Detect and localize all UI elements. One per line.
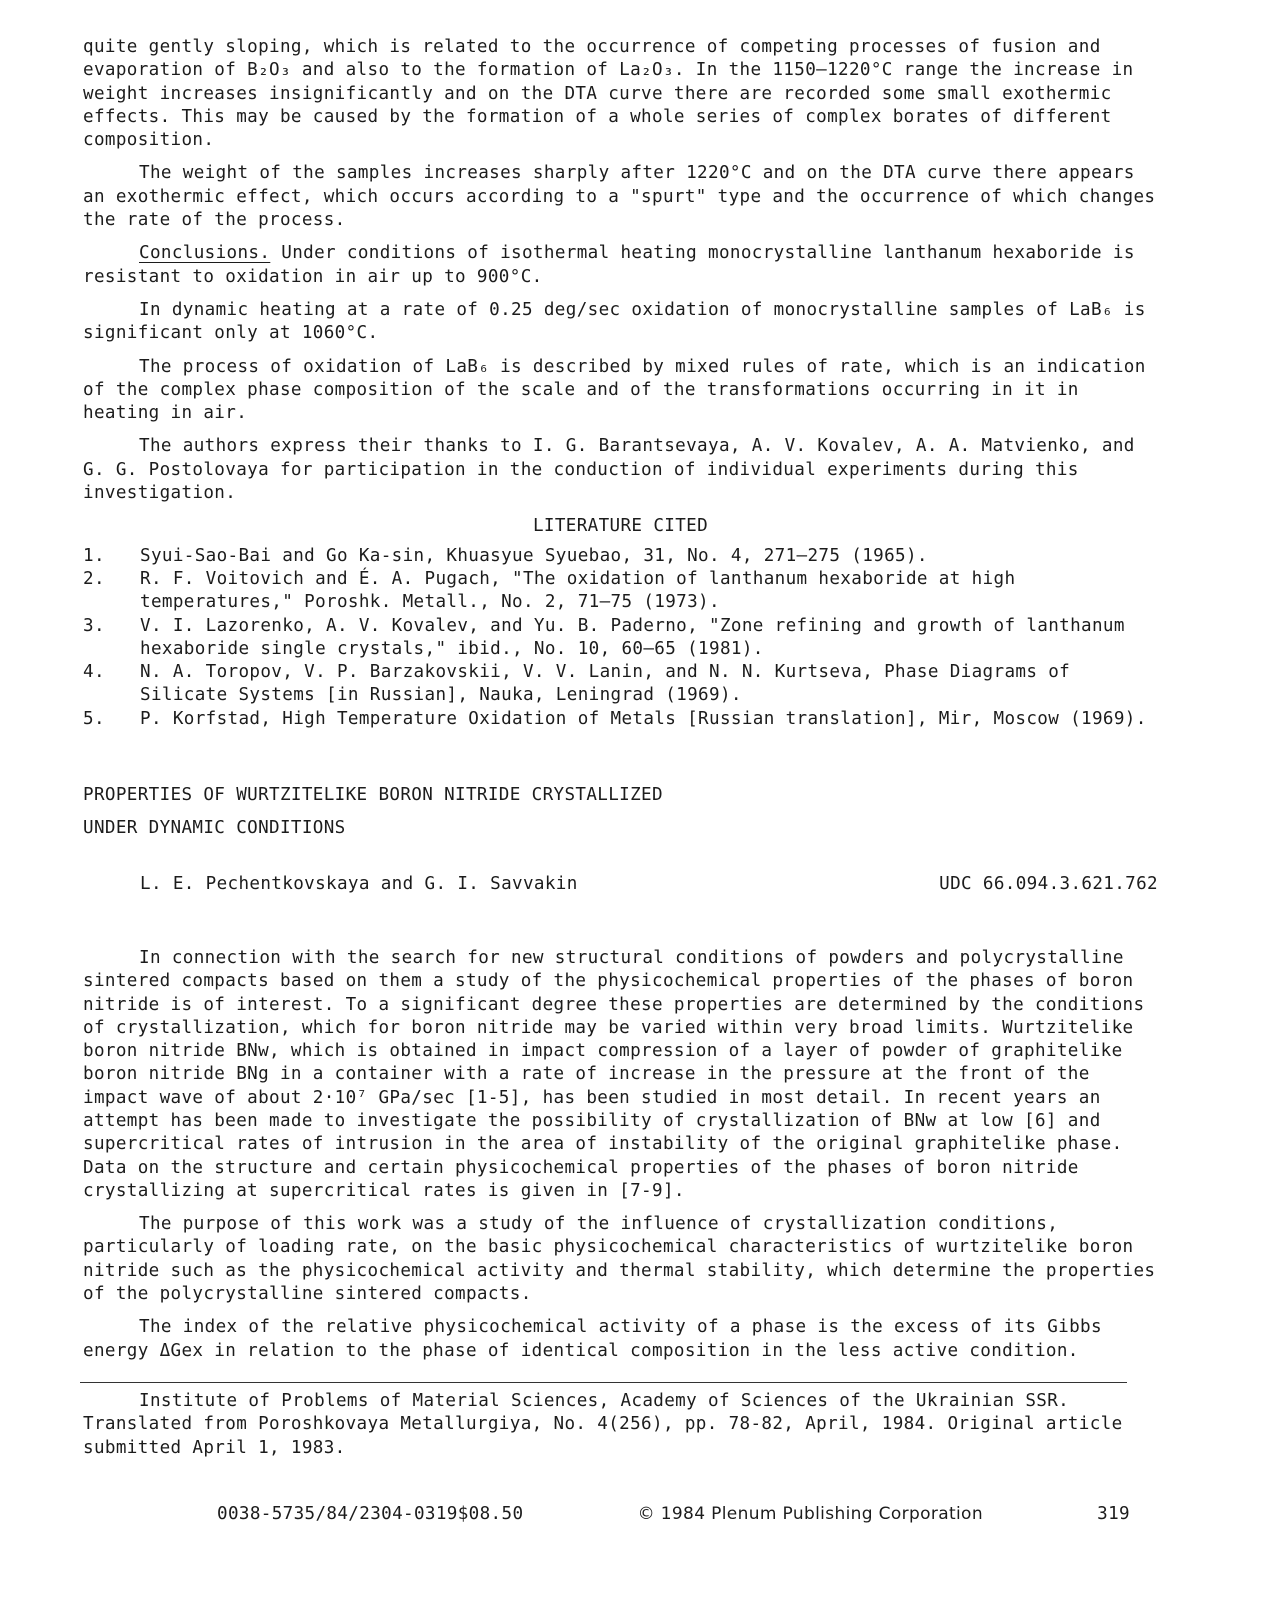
literature-heading: LITERATURE CITED [532, 516, 709, 537]
article-title-line-2: UNDER DYNAMIC CONDITIONS [83, 818, 346, 839]
paragraph: In connection with the search for new structural conditions of powders and polycrystalline sintered compacts based on them a study of the physicochemical properties of the phases of boron nitride is of interest. To a significant degree these properties are determined by the conditions of crystallization, which for boron nitride may be varied within very broad limits. Wurtzitelike boron nitride BNw, which is obtained in impact compression of a layer of powder of graphitelike boron nitride BNg in a container with a rate of increase in the pressure at the front of the impact wave of about 2·10⁷ GPa/sec [1-5], has been studied in most detail. In recent years an attempt has been made to investigate the possibility of crystallization of BNw at low [6] and supercritical rates of intrusion in the area of instability of the original graphitelike phase. Data on the structure and certain physicochemical properties of the phases of boron nitride crystallizing at supercritical rates is given in [7-9]. [83, 947, 1145, 1201]
article-title-line-1: PROPERTIES OF WURTZITELIKE BORON NITRIDE CRYSTALLIZED [83, 785, 663, 806]
conclusions-text: Under conditions of isothermal heating monocrystalline lanthanum hexaboride is resistant to oxidation in air up to 900°C. [83, 243, 1135, 287]
reference-number: 1. [83, 545, 105, 566]
reference-item [83, 568, 1158, 615]
reference-text: Syui-Sao-Bai and Go Ka-sin, Khuasyue Syuebao, 31, No. 4, 271–275 (1965). [140, 545, 928, 566]
reference-item [83, 545, 1158, 568]
journal-code: 0038-5735/84/2304-0319$08.50 [217, 1504, 524, 1524]
paragraph: The weight of the samples increases sharply after 1220°C and on the DTA curve there appears an exothermic effect, which occurs according to a "spurt" type and the occurrence of which changes the rate of the process. [83, 163, 1156, 231]
reference-text: P. Korfstad, High Temperature Oxidation of Metals [Russian translation], Mir, Moscow (1969). [140, 708, 1147, 729]
conclusions-label: Conclusions. [139, 243, 271, 264]
page [83, 36, 1158, 1460]
paragraph: The index of the relative physicochemical activity of a phase is the excess of its Gibbs energy ΔGex in relation to the phase of identical composition in the less active condition. [83, 1317, 1102, 1361]
paragraph: In dynamic heating at a rate of 0.25 deg/sec oxidation of monocrystalline samples of LaB₆ is significant only at 1060°C. [83, 299, 1146, 344]
paragraph: The process of oxidation of LaB₆ is described by mixed rules of rate, which is an indication of the complex phase composition of the scale and of the transformations occurring in it in heating in air. [83, 356, 1146, 424]
reference-item [83, 615, 1158, 662]
paragraph: quite gently sloping, which is related to the occurrence of competing processes of fusion and evaporation of B₂O₃ and also to the formation of La₂O₃. In the 1150–1220°C range the increase in weight increases insignificantly and on the DTA curve there are recorded some small exothermic effects. This may be caused by the formation of a whole series of complex borates of different composition. [83, 37, 1134, 151]
udc-code: UDC 66.094.3.621.762 [939, 873, 1158, 894]
reference-list [83, 545, 1158, 731]
reference-text: R. F. Voitovich and É. A. Pugach, "The oxidation of lanthanum hexaboride at high temperatures," Poroshk. Metall., No. 2, 71–75 (1973). [140, 568, 1016, 613]
affiliation-footnote [83, 1390, 1158, 1460]
byline [83, 873, 1158, 896]
page-footer [217, 1503, 1130, 1526]
acknowledgements: The authors express their thanks to I. G. Barantsevaya, A. V. Kovalev, A. A. Matvienko, and G. G. Postolovaya for participation in the conduction of individual experiments during this investigation. [83, 436, 1135, 504]
reference-number: 5. [83, 708, 105, 729]
affiliation-line: Institute of Problems of Material Sciences, Academy of Sciences of the Ukrainian SSR. [139, 1390, 1070, 1411]
footnote-divider [80, 1382, 1127, 1383]
reference-text: V. I. Lazorenko, A. V. Kovalev, and Yu. B. Paderno, "Zone refining and growth of lanthanum hexaboride single crystals," ibid., No. 10, 60–65 (1981). [140, 615, 1125, 659]
copyright-notice: © 1984 Plenum Publishing Corporation [637, 1504, 983, 1524]
authors: L. E. Pechentkovskaya and G. I. Savvakin [140, 873, 578, 894]
reference-text: N. A. Toropov, V. P. Barzakovskii, V. V. Lanin, and N. N. Kurtseva, Phase Diagrams of Silicate Systems [in Russian], Nauka, Leningrad (1969). [140, 662, 1071, 706]
paragraph: The purpose of this work was a study of the influence of crystallization conditions, particularly of loading rate, on the basic physicochemical characteristics of wurtzitelike boron nitride such as the physicochemical activity and thermal stability, which determine the properties of the polycrystalline sintered compacts. [83, 1214, 1156, 1305]
conclusions-paragraph [83, 242, 1158, 289]
reference-item [83, 708, 1158, 731]
reference-number: 2. [83, 568, 105, 589]
page-number: 319 [1097, 1504, 1130, 1524]
reference-number: 4. [83, 662, 105, 683]
reference-item [83, 661, 1158, 708]
translation-note: Translated from Poroshkovaya Metallurgiya, No. 4(256), pp. 78-82, April, 1984. Original article submitted April 1, 1983. [83, 1414, 1123, 1458]
reference-number: 3. [83, 615, 105, 636]
